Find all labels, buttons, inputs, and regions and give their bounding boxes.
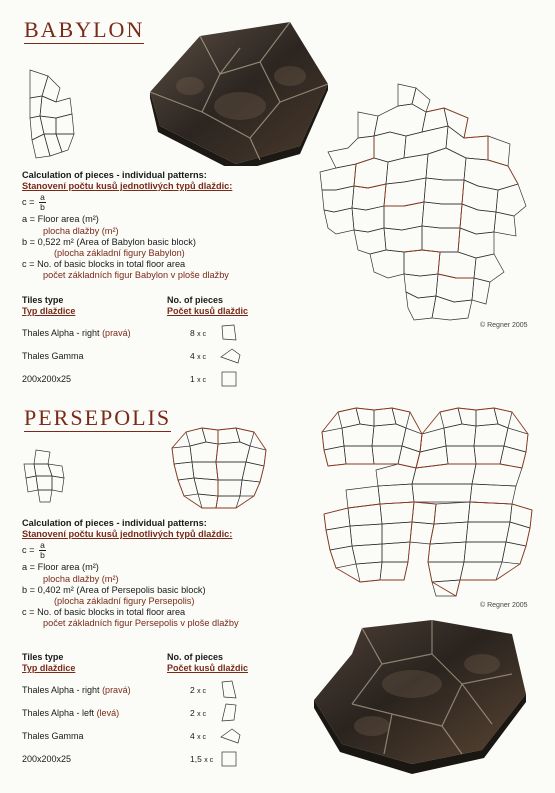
formula-fraction — [39, 193, 46, 212]
tile-name: Thales Alpha - right — [22, 684, 100, 695]
fraction-numerator: a — [40, 192, 45, 203]
babylon-tile-photo — [140, 16, 330, 166]
tile-name-cz: (levá) — [96, 707, 120, 718]
alpha-left-tile-icon — [220, 703, 238, 723]
b-line-en: b = 0,402 m² (Area of Persepolis basic block) — [22, 584, 206, 595]
pieces-en: No. of pieces — [167, 295, 224, 305]
calc-heading-en: Calculation of pieces - individual patterns: — [22, 170, 207, 180]
table-row — [22, 701, 262, 724]
c-line-en: c = No. of basic blocks in total floor area — [22, 607, 186, 618]
table-row — [22, 747, 262, 770]
babylon-calculation — [22, 170, 292, 282]
persepolis-block-diagram — [166, 422, 270, 512]
table-row — [22, 321, 262, 344]
pieces-cz: Počet kusů dlaždic — [167, 306, 249, 316]
tiles-type-en: Tiles type — [22, 295, 64, 305]
tiles-type-header — [22, 295, 167, 317]
tile-count: 8 x c — [190, 327, 207, 338]
babylon-tiles-table — [22, 295, 262, 390]
tile-count: 2 x c — [190, 684, 207, 695]
gamma-tile-icon — [220, 727, 242, 745]
c-line-en: c = No. of basic blocks in total floor area — [22, 259, 186, 270]
tile-name: Thales Alpha - left — [22, 707, 95, 718]
formula-c — [22, 541, 292, 560]
persepolis-tiles-table — [22, 652, 262, 770]
alpha-right-tile-icon — [220, 324, 238, 342]
b-line-cz: (plocha základní figury Babylon) — [54, 248, 185, 259]
tile-count: 1,5 x c — [190, 753, 214, 764]
babylon-pattern-diagram — [318, 82, 528, 322]
fraction-denominator: b — [40, 550, 45, 561]
c-line-cz: počet základních figur Persepolis v ploše dlažby — [43, 618, 239, 629]
tile-name: Thales Gamma — [22, 350, 84, 361]
a-line-cz: plocha dlažby (m²) — [43, 225, 119, 236]
persepolis-title: PERSEPOLIS — [24, 405, 172, 430]
alpha-right-tile-icon — [220, 680, 238, 700]
c-line-cz: počet základních figur Babylon v ploše dlažby — [43, 270, 229, 281]
pieces-header — [167, 652, 248, 674]
square-tile-icon — [220, 370, 238, 388]
tiles-type-header — [22, 652, 167, 674]
square-tile-icon — [220, 750, 238, 768]
table-row — [22, 678, 262, 701]
babylon-basic-block-diagram — [26, 68, 78, 160]
table-row — [22, 344, 262, 367]
a-line-en: a = Floor area (m²) — [22, 562, 99, 573]
tile-count: 4 x c — [190, 730, 207, 741]
pieces-cz: Počet kusů dlaždic — [167, 663, 249, 673]
persepolis-copyright: © Regner 2005 — [480, 602, 528, 609]
babylon-title: BABYLON — [24, 17, 145, 42]
gamma-tile-icon — [220, 347, 242, 365]
tile-name-cz: (pravá) — [102, 327, 131, 338]
tile-count: 1 x c — [190, 373, 207, 384]
tiles-table-header — [22, 295, 262, 317]
formula-c — [22, 193, 292, 212]
persepolis-tile-photo — [312, 614, 534, 780]
persepolis-calculation — [22, 518, 292, 630]
formula-c-label: c = — [22, 545, 35, 556]
tile-name: 200x200x25 — [22, 753, 72, 764]
tiles-type-cz: Typ dlaždice — [22, 663, 76, 673]
a-line-cz: plocha dlažby (m²) — [43, 573, 119, 584]
tiles-type-cz: Typ dlaždice — [22, 306, 76, 316]
tile-name-cz: (pravá) — [102, 684, 131, 695]
fraction-numerator: a — [40, 540, 45, 551]
tile-name: 200x200x25 — [22, 373, 72, 384]
b-line-cz: (plocha základní figury Persepolis) — [54, 596, 195, 607]
fraction-denominator: b — [40, 202, 45, 213]
calc-heading-cz: Stanovení počtu kusů jednotlivých typů dlaždic: — [22, 181, 233, 192]
tile-count: 2 x c — [190, 707, 207, 718]
formula-c-label: c = — [22, 197, 35, 208]
table-row — [22, 367, 262, 390]
calc-heading-cz: Stanovení počtu kusů jednotlivých typů dlaždic: — [22, 529, 233, 540]
formula-fraction — [39, 541, 46, 560]
calc-heading-en: Calculation of pieces - individual patterns: — [22, 518, 207, 528]
b-line-en: b = 0,522 m² (Area of Babylon basic block) — [22, 236, 196, 247]
babylon-copyright: © Regner 2005 — [480, 322, 528, 329]
pieces-header — [167, 295, 248, 317]
a-line-en: a = Floor area (m²) — [22, 214, 99, 225]
tiles-type-en: Tiles type — [22, 652, 64, 662]
persepolis-pattern-diagram — [316, 404, 538, 600]
tile-count: 4 x c — [190, 350, 207, 361]
tile-name: Thales Alpha - right — [22, 327, 100, 338]
persepolis-basic-block-diagram — [22, 448, 68, 504]
table-row — [22, 724, 262, 747]
tile-name: Thales Gamma — [22, 730, 84, 741]
tiles-table-header — [22, 652, 262, 674]
pieces-en: No. of pieces — [167, 652, 224, 662]
